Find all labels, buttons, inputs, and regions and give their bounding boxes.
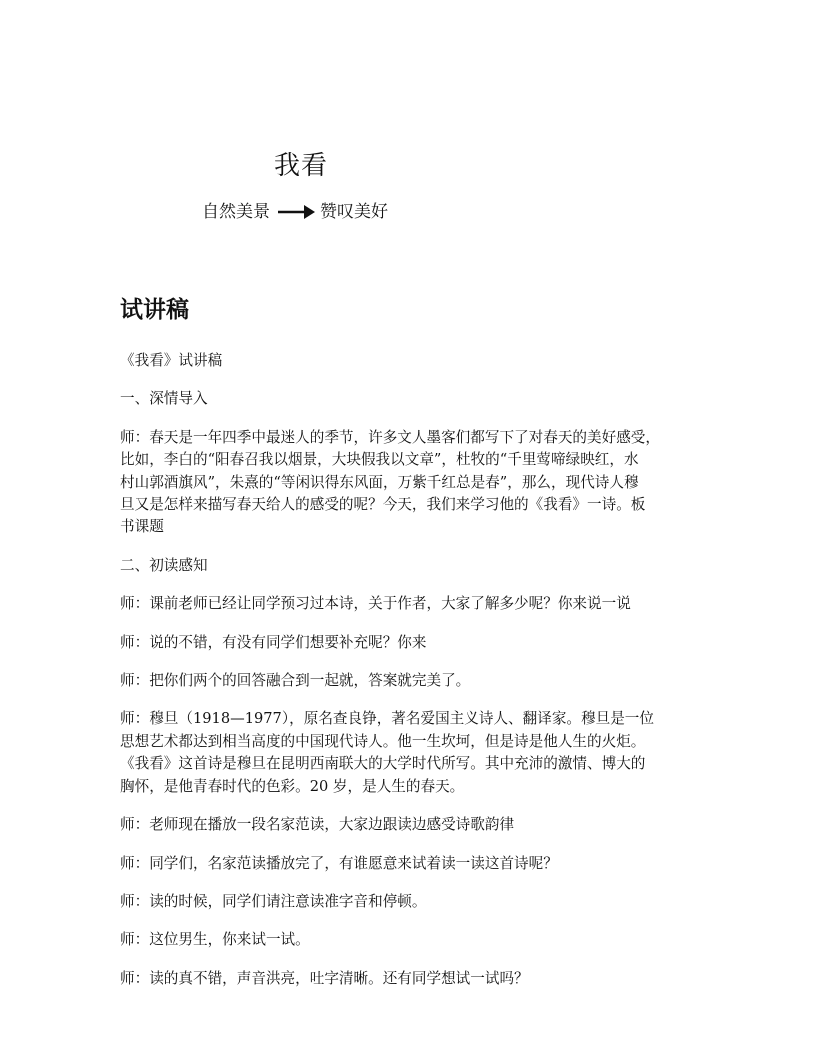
board-title: 我看 xyxy=(274,151,329,181)
paragraph-line: 二、初读感知 xyxy=(120,556,208,574)
paragraph-line: 师：读的真不错，声音洪亮，吐字清晰。还有同学想试一试吗？ xyxy=(120,969,529,987)
paragraph-line: 一、深情导入 xyxy=(120,390,208,408)
paragraph-line: 师：读的时候，同学们请注意读准字音和停顿。 xyxy=(120,892,427,910)
paragraph xyxy=(120,350,710,372)
paragraph-line: 旦又是怎样来描写春天给人的感受的呢？今天，我们来学习他的《我看》一诗。板 xyxy=(120,496,646,514)
paragraph xyxy=(120,593,710,615)
right-arrow-icon xyxy=(276,199,316,225)
paragraph-line: 师：把你们两个的回答融合到一起就，答案就完美了。 xyxy=(120,672,471,690)
paragraph-line: 书课题 xyxy=(120,518,164,536)
paragraph xyxy=(120,929,710,951)
paragraph-line: 师：穆旦（1918—1977），原名查良铮，著名爱国主义诗人、翻译家。穆旦是一位 xyxy=(120,710,654,728)
paragraph-line: 比如，李白的“阳春召我以烟景，大块假我以文章”，杜牧的“千里莺啼绿映红，水 xyxy=(120,451,639,469)
paragraph-line: 师：这位男生，你来试一试。 xyxy=(120,931,310,949)
board-summary xyxy=(202,199,388,225)
paragraph-line: 《我看》试讲稿 xyxy=(120,352,223,369)
section-heading: 试讲稿 xyxy=(120,297,189,323)
paragraph-line: 《我看》这首诗是穆旦在昆明西南联大的大学时代所写。其中充沛的激情、博大的 xyxy=(120,755,646,773)
paragraph xyxy=(120,968,710,990)
paragraph-line: 师：课前老师已经让同学预习过本诗，关于作者，大家了解多少呢？你来说一说 xyxy=(120,595,631,613)
lecture-script-body xyxy=(120,350,710,1006)
paragraph xyxy=(120,891,710,913)
paragraph-line: 师：老师现在播放一段名家范读，大家边跟读边感受诗歌韵律 xyxy=(120,816,515,834)
paragraph xyxy=(120,632,710,654)
board-left-text: 自然美景 xyxy=(202,202,270,222)
board-right-text: 赞叹美好 xyxy=(320,202,388,222)
paragraph-line: 胸怀，是他青春时代的色彩。20 岁，是人生的春天。 xyxy=(120,777,465,795)
paragraph xyxy=(120,814,710,836)
paragraph xyxy=(120,670,710,692)
paragraph xyxy=(120,555,710,577)
paragraph xyxy=(120,853,710,875)
paragraph-line: 师：同学们，名家范读播放完了，有谁愿意来试着读一读这首诗呢？ xyxy=(120,854,558,872)
paragraph-line: 思想艺术都达到相当高度的中国现代诗人。他一生坎坷，但是诗是他人生的火炬。 xyxy=(120,732,646,750)
paragraph xyxy=(120,388,710,410)
paragraph-line: 村山郭酒旗风”，朱熹的“等闲识得东风面，万紫千红总是春”，那么，现代诗人穆 xyxy=(120,473,639,491)
paragraph xyxy=(120,427,710,539)
paragraph-line: 师：春天是一年四季中最迷人的季节，许多文人墨客们都写下了对春天的美好感受， xyxy=(120,428,660,446)
paragraph-line: 师：说的不错，有没有同学们想要补充呢？你来 xyxy=(120,633,427,651)
paragraph xyxy=(120,708,710,798)
